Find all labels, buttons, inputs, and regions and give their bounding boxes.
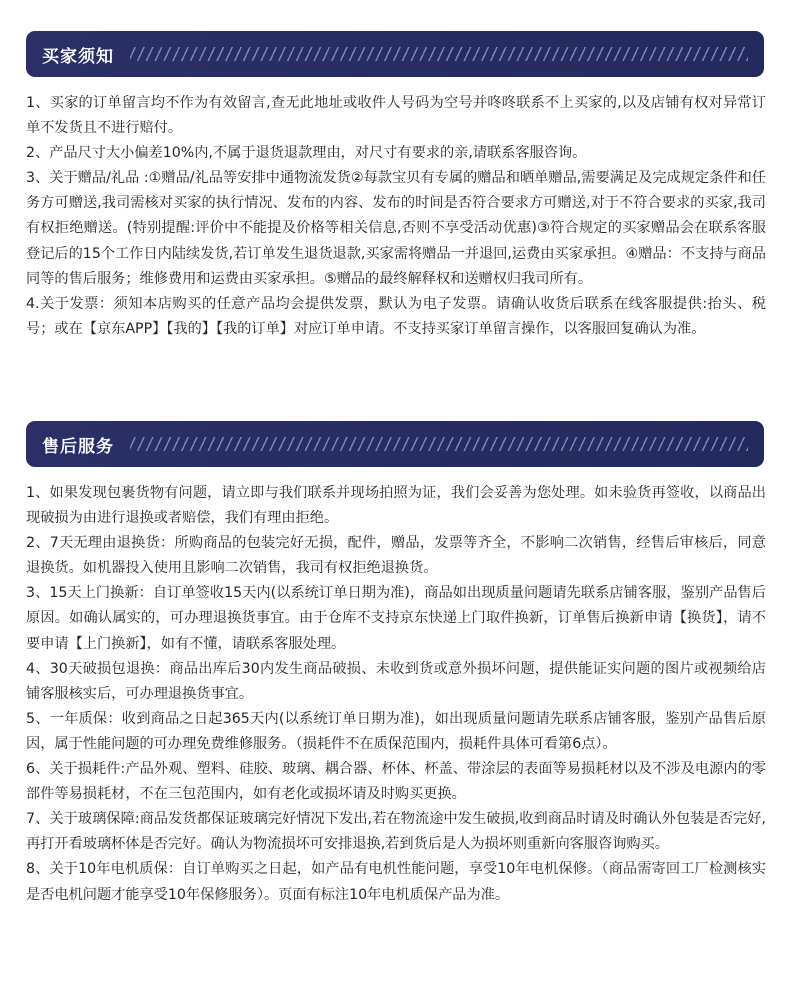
after-sales-item-6: 6、关于损耗件:产品外观、塑料、硅胶、玻璃、耦合器、杯体、杯盖、带涂层的表面等易损耗材以及不涉及电源内的零部件等易损耗材，不在三包范围内，如有老化或损坏请及时购买更换。 [26, 761, 766, 803]
after-sales-body [26, 481, 766, 908]
buyer-notice-title: 买家须知 [42, 46, 114, 67]
buyer-notice-item-4: 4.关于发票：须知本店购买的任意产品均会提供发票，默认为电子发票。请确认收货后联系在线客服提供:抬头、税号；或在【京东APP】【我的】【我的订单】对应订单申请。不支持买家订单留言操作，以客服回复确认为准。 [26, 295, 766, 337]
buyer-notice-item-3: 3、关于赠品/礼品 :①赠品/礼品等安排中通物流发货②每款宝贝有专属的赠品和晒单赠品,需要满足及完成规定条件和任务方可赠送,我司需核对买家的执行情况、发布的内容、发布的时间是否符合要求方可赠送,对于不符合要求的买家,我司有权拒绝赠送。(特别提醒:评价中不能提及价格等相关信息,否则不享受活动优惠)③符合规定的买家赠品会在联系客服登记后的15个工作日内陆续发货,若订单发生退货退款,买家需将赠品一并退回,运费由买家承担。④赠品：不支持与商品同等的售后服务；维修费用和运费由买家承担。⑤赠品的最终解释权和送赠权归我司所有。 [26, 170, 766, 287]
after-sales-item-2: 2、7天无理由退换货：所购商品的包装完好无损，配件，赠品，发票等齐全，不影响二次销售，经售后审核后，同意退换货。如机器投入使用且影响二次销售，我司有权拒绝退换货。 [26, 535, 766, 577]
buyer-notice-body [26, 91, 766, 342]
after-sales-item-8: 8、关于10年电机质保：自订单购买之日起，如产品有电机性能问题，享受10年电机保修。（商品需寄回工厂检测核实是否电机问题才能享受10年保修服务）。页面有标注10年电机质保产品为准。 [26, 861, 766, 903]
after-sales-item-3: 3、15天上门换新：自订单签收15天内(以系统订单日期为准)，商品如出现质量问题请先联系店铺客服，鉴别产品售后原因。如确认属实的，可办理退换货事宜。由于仓库不支持京东快递上门取件换新，订单售后换新申请【换货】，请不要申请【上门换新】，如有不懂，请联系客服处理。 [26, 585, 766, 652]
after-sales-title: 售后服务 [42, 436, 114, 457]
after-sales-item-5: 5、一年质保：收到商品之日起365天内(以系统订单日期为准)，如出现质量问题请先联系店铺客服，鉴别产品售后原因，属于性能问题的可办理免费维修服务。（损耗件不在质保范围内，损耗件具体可看第6点）。 [26, 710, 766, 752]
header-hatch-decoration [130, 437, 748, 451]
buyer-notice-item-1: 1、买家的订单留言均不作为有效留言,查无此地址或收件人号码为空号并咚咚联系不上买家的,以及店铺有权对异常订单不发货且不进行赔付。 [26, 95, 766, 137]
buyer-notice-item-2: 2、产品尺寸大小偏差10%内,不属于退货退款理由，对尺寸有要求的亲,请联系客服咨询。 [26, 145, 587, 162]
after-sales-header [26, 421, 764, 467]
header-hatch-decoration [130, 47, 748, 61]
buyer-notice-header [26, 31, 764, 77]
after-sales-item-7: 7、关于玻璃保障:商品发货都保证玻璃完好情况下发出,若在物流途中发生破损,收到商品时请及时确认外包装是否完好,再打开看玻璃杯体是否完好。确认为物流损坏可安排退换,若到货后是人为损坏则重新向客服咨询购买。 [26, 811, 766, 853]
after-sales-item-1: 1、如果发现包裹货物有问题，请立即与我们联系并现场拍照为证，我们会妥善为您处理。如未验货再签收，以商品出现破损为由进行退换或者赔偿，我们有理由拒绝。 [26, 485, 766, 527]
after-sales-item-4: 4、30天破损包退换：商品出库后30内发生商品破损、未收到货或意外损坏问题，提供能证实问题的图片或视频给店铺客服核实后，可办理退换货事宜。 [26, 660, 766, 702]
